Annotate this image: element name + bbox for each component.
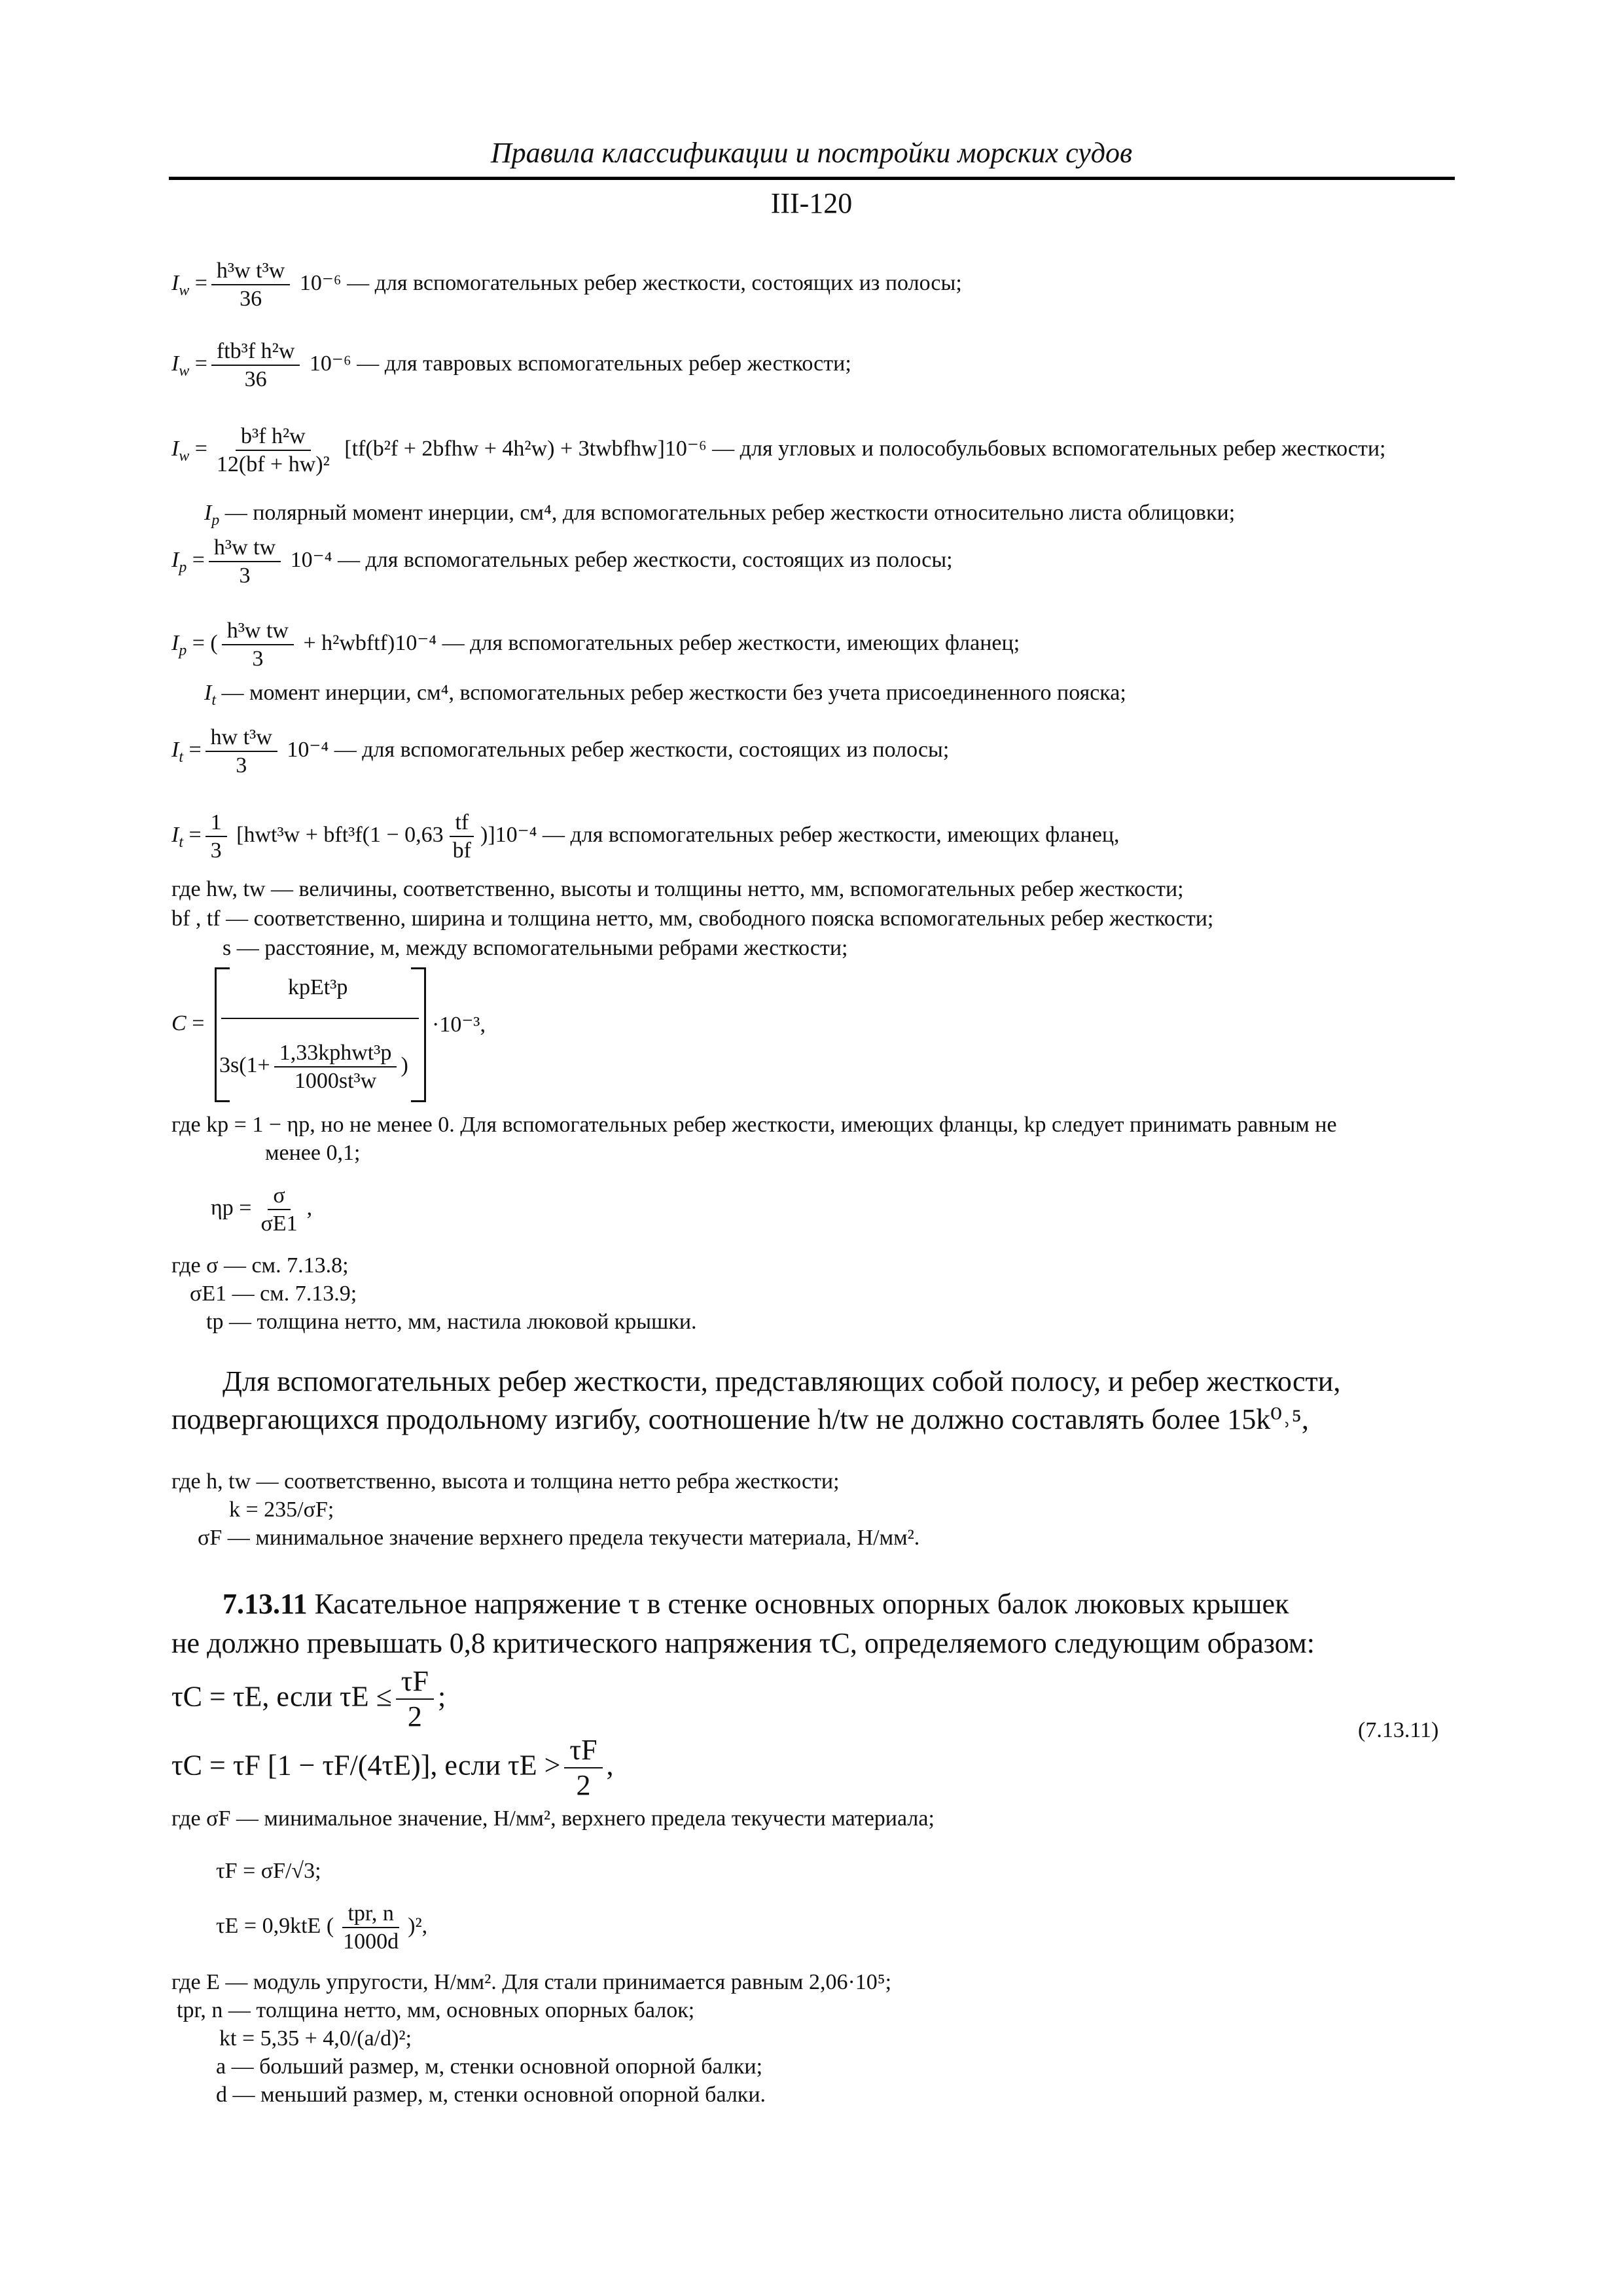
document-header: Правила классификации и постройки морских судов — [490, 137, 1133, 169]
def-a: a — больший размер, м, стенки основной опорной балки; — [216, 2054, 763, 2079]
formula-tau-f: τF = σF/√3; — [216, 1859, 321, 1883]
header-rule — [169, 177, 1455, 180]
def-h-tw: где h, tw — соответственно, высота и толщина нетто ребра жесткости; — [171, 1469, 840, 1494]
formula-it-strip: $I_t$ = $\frac{\text{hw t³w}}{3}$ 10⁻⁴ — для вспомогательных ребер жесткости, состоящих из полосы; — [171, 725, 950, 778]
paragraph-line-1: Для вспомогательных ребер жесткости, представляющих собой полосу, и ребер жесткости, — [223, 1365, 1341, 1397]
formula-tau-e: τE = 0,9ktE ( $\frac{\text{tpr, n}}{1000d}$ )², — [216, 1901, 428, 1954]
def-k: k = 235/σF; — [229, 1498, 334, 1522]
def-d: d — меньший размер, м, стенки основной опорной балки. — [216, 2083, 766, 2107]
formula-tau-c-case1: τC = τE, если τE ≤ $\frac{\tau F}{2}$ ; — [171, 1665, 446, 1733]
def-s: s — расстояние, м, между вспомогательными ребрами жесткости; — [223, 936, 848, 960]
ip-definition: $I_p$ — полярный момент инерции, см⁴, для вспомогательных ребер жесткости относительно листа облицовки; — [204, 501, 1236, 529]
page-number: III-120 — [770, 187, 853, 219]
formula-tau-c-case2: τC = τF [1 − τF/(4τE)], если τE > $\frac{\tau F}{2}$ , — [171, 1734, 614, 1802]
def-kp-line1: где kp = 1 − ηp, но не менее 0. Для вспомогательных ребер жесткости, имеющих фланцы, kp следует принимать равным не — [171, 1113, 1337, 1137]
formula-iw-strip: $I_w$ = $\frac{\text{h³w t³w}}{36}$ 10⁻⁶ — для вспомогательных ребер жесткости, состоящих из полосы; — [171, 259, 962, 312]
def-sigma-f-2: где σF — минимальное значение, Н/мм², верхнего предела текучести материала; — [171, 1806, 935, 1831]
c-tail: ·10⁻³, — [432, 1013, 486, 1037]
def-sigma: где σ — см. 7.13.8; — [171, 1253, 349, 1278]
section-line-2: не должно превышать 0,8 критического напряжения τC, определяемого следующим образом: — [171, 1627, 1315, 1659]
def-hw-tw: где hw, tw — величины, соответственно, высоты и толщины нетто, мм, вспомогательных ребер жесткости; — [171, 877, 1184, 901]
formula-iw-angle: $I_w$ = $\frac{\text{b³f h²w}}{\text{12(bf + hw)²}}$ [tf(b²f + 2bfhw + 4h²w) + 3twbfhw]10⁻⁶ — для угловых и полособульбовых вспомогательных ребер жесткости; — [171, 424, 1386, 477]
section-line-1: 7.13.11 Касательное напряжение τ в стенке основных опорных балок люковых крышек — [223, 1588, 1289, 1620]
def-sigma-f: σF — минимальное значение верхнего предела текучести материала, Н/мм². — [198, 1526, 920, 1550]
formula-it-flange: $I_t$ = $\frac{1}{3}$ [hwt³w + bft³f(1 − 0,63 $\frac{tf}{bf}$ )]10⁻⁴ — для вспомогательных ребер жесткости, имеющих фланец, — [171, 810, 1120, 863]
c-denominator: 3s(1+ $\frac{\text{1,33kphwt³p}}{\text{1000st³w}}$ ) — [219, 1041, 408, 1094]
def-bf-tf: bf , tf — соответственно, ширина и толщина нетто, мм, свободного пояска вспомогательных ребер жесткости; — [171, 906, 1214, 931]
c-numerator: kpEt³p — [288, 975, 348, 999]
c-right-bracket — [411, 967, 426, 1102]
c-fraction-line — [221, 1018, 419, 1019]
formula-iw-tee: $I_w$ = $\frac{\text{ftb³f h²w}}{36}$ 10⁻⁶ — для тавровых вспомогательных ребер жесткости; — [171, 339, 851, 392]
formula-ip-strip: $I_p$ = $\frac{\text{h³w tw}}{3}$ 10⁻⁴ — для вспомогательных ребер жесткости, состоящих из полосы; — [171, 535, 953, 588]
equation-number: (7.13.11) — [1358, 1718, 1439, 1742]
formula-ip-flange: $I_p$ = ( $\frac{\text{h³w tw}}{3}$ + h²wbftf)10⁻⁴ — для вспомогательных ребер жесткости, имеющих фланец; — [171, 619, 1020, 672]
def-kp-line2: менее 0,1; — [265, 1141, 361, 1165]
c-lhs: C = — [171, 1011, 205, 1035]
it-definition: $I_t$ — момент инерции, см⁴, вспомогательных ребер жесткости без учета присоединенного пояска; — [204, 681, 1126, 709]
section-number: 7.13.11 — [223, 1588, 308, 1620]
def-sigma-e1: σE1 — см. 7.13.9; — [190, 1282, 357, 1306]
def-kt: kt = 5,35 + 4,0/(a/d)²; — [219, 2026, 412, 2051]
formula-eta: ηp = $\frac{\sigma}{\sigma E1}$ , — [211, 1183, 313, 1236]
def-e: где E — модуль упругости, Н/мм². Для стали принимается равным 2,06·10⁵; — [171, 1970, 892, 1994]
paragraph-line-2: подвергающихся продольному изгибу, соотношение h/tw не должно составлять более 15k⁰˒⁵, — [171, 1403, 1309, 1435]
def-tpr-n: tpr, n — толщина нетто, мм, основных опорных балок; — [177, 1998, 695, 2022]
def-tp: tp — толщина нетто, мм, настила люковой крышки. — [206, 1310, 697, 1334]
